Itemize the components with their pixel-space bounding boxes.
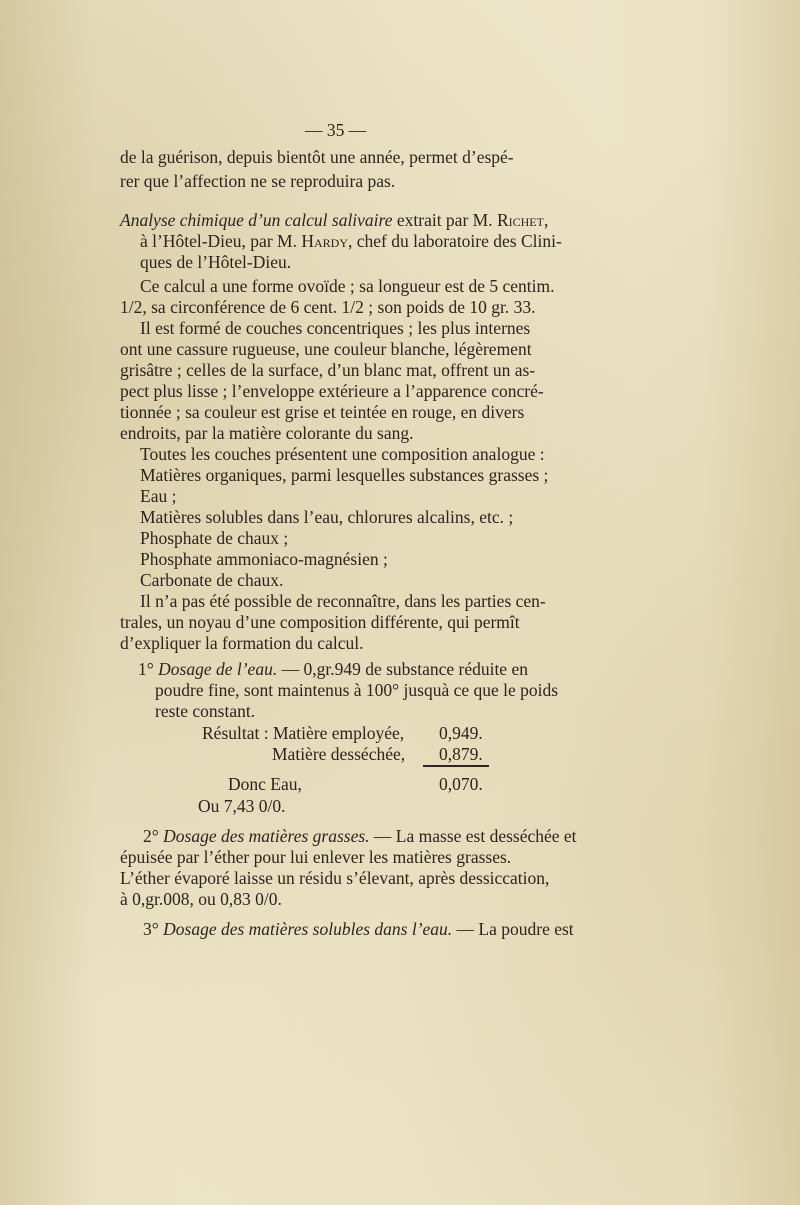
text-line: d’expliquer la formation du calcul.: [120, 633, 364, 653]
text-line: endroits, par la matière colorante du sang.: [120, 423, 414, 443]
text-line: Phosphate de chaux ;: [140, 528, 289, 548]
result-percent: Ou 7,43 0/0.: [198, 796, 286, 816]
text-line: Il n’a pas été possible de reconnaître, dans les parties cen-: [140, 591, 546, 611]
section-heading: [143, 826, 577, 846]
text-line: pect plus lisse ; l’enveloppe extérieure a l’apparence concré-: [120, 381, 544, 401]
section-title: Dosage de l’eau.: [158, 659, 278, 679]
sum-rule: [423, 765, 489, 767]
page-number: — 35 —: [305, 120, 367, 140]
analysis-heading: [120, 210, 548, 230]
text-line: Phosphate ammoniaco-magnésien ;: [140, 549, 388, 569]
section-title: Dosage des matières grasses.: [163, 826, 370, 846]
section-number: 1°: [138, 659, 159, 679]
text-line: Matières organiques, parmi lesquelles substances grasses ;: [140, 465, 549, 485]
text-line: Carbonate de chaux.: [140, 570, 284, 590]
section-number: 2°: [143, 826, 164, 846]
text-line: grisâtre ; celles de la surface, d’un blanc mat, offrent un as-: [120, 360, 536, 380]
result-value: 0,879.: [439, 744, 483, 764]
section-heading: [138, 659, 528, 679]
text-line: [140, 231, 562, 251]
text-line: trales, un noyau d’une composition différente, qui permît: [120, 612, 520, 632]
text-span: ,: [543, 210, 549, 230]
author-name: Richet: [496, 210, 544, 230]
text-line: reste constant.: [155, 701, 256, 721]
result-value: 0,949.: [439, 723, 483, 743]
text-line: tionnée ; sa couleur est grise et teintée en rouge, en divers: [120, 402, 525, 422]
text-line: Matières solubles dans l’eau, chlorures alcalins, etc. ;: [140, 507, 514, 527]
result-label: Résultat : Matière employée,: [202, 723, 405, 743]
text-line: ques de l’Hôtel-Dieu.: [140, 252, 292, 272]
author-name: Hardy: [301, 231, 348, 251]
text-line: L’éther évaporé laisse un résidu s’élevant, après dessiccation,: [120, 868, 550, 888]
text-line: rer que l’affection ne se reproduira pas.: [120, 171, 396, 191]
section-heading: [143, 919, 574, 939]
text-line: à 0,gr.008, ou 0,83 0/0.: [120, 889, 282, 909]
text-span: — La poudre est: [452, 919, 574, 939]
result-label: Donc Eau,: [228, 774, 302, 794]
text-span: — La masse est desséchée et: [369, 826, 577, 846]
text-line: Ce calcul a une forme ovoïde ; sa longueur est de 5 centim.: [140, 276, 555, 296]
text-span: extrait par M.: [392, 210, 497, 230]
result-label: Matière desséchée,: [272, 744, 406, 764]
text-span: , chef du laboratoire des Clini-: [347, 231, 562, 251]
section-number: 3°: [143, 919, 164, 939]
section-title: Dosage des matières solubles dans l’eau.: [163, 919, 453, 939]
text-line: poudre fine, sont maintenus à 100° jusquà ce que le poids: [155, 680, 559, 700]
text-line: épuisée par l’éther pour lui enlever les matières grasses.: [120, 847, 512, 867]
text-line: 1/2, sa circonférence de 6 cent. 1/2 ; son poids de 10 gr. 33.: [120, 297, 536, 317]
analysis-title: Analyse chimique d’un calcul salivaire: [120, 210, 393, 230]
result-value: 0,070.: [439, 774, 483, 794]
text-line: Toutes les couches présentent une composition analogue :: [140, 444, 545, 464]
text-line: de la guérison, depuis bientôt une année, permet d’espé-: [120, 147, 514, 167]
text-line: ont une cassure rugueuse, une couleur blanche, légèrement: [120, 339, 532, 359]
text-line: Il est formé de couches concentriques ; les plus internes: [140, 318, 531, 338]
text-line: Eau ;: [140, 486, 177, 506]
text-span: à l’Hôtel-Dieu, par M.: [140, 231, 302, 251]
text-span: — 0,gr.949 de substance réduite en: [277, 659, 528, 679]
